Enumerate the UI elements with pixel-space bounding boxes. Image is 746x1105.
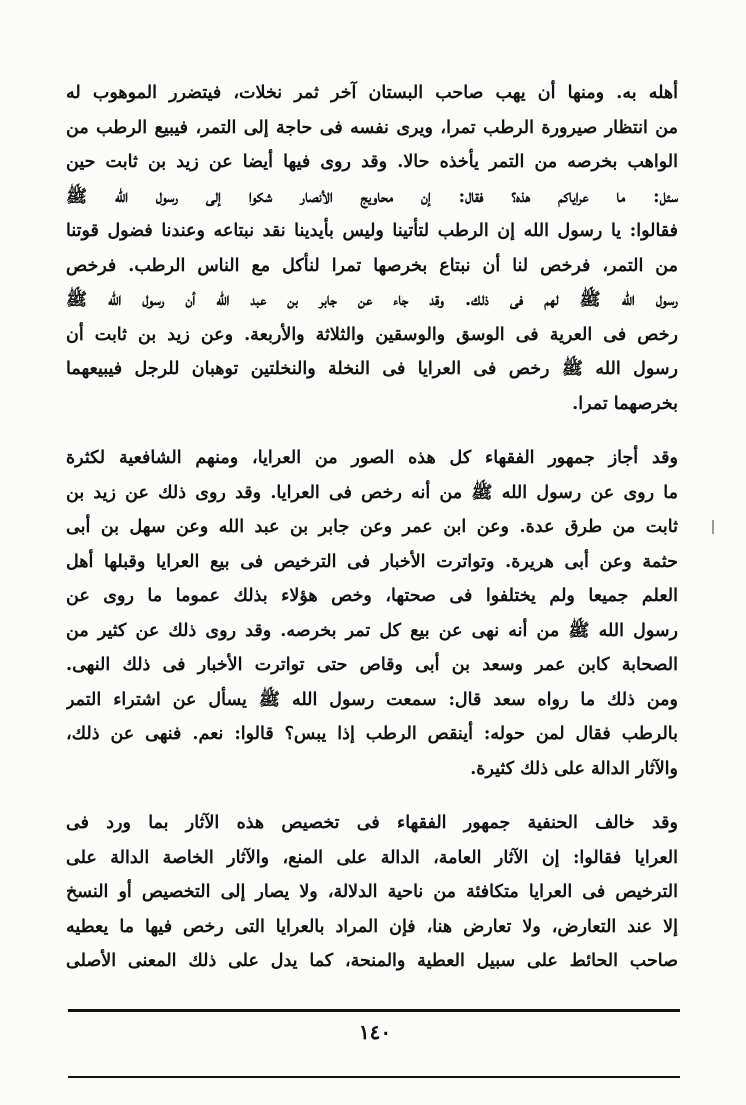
page-body [66,76,678,979]
text-line: أهله به. ومنها أن يهب صاحب البستان آخر ثمر نخلات، فيتضرر الموهوب له [66,83,678,103]
paragraph-2 [66,441,678,786]
footer-rule-bottom [68,1076,680,1078]
text-line: والآثار الدالة على ذلك كثيرة. [470,758,678,779]
text-line: ومن ذلك ما رواه سعد قال: سمعت رسول الله ﷺ يسأل عن اشتراء التمر [66,689,678,710]
text-line: ثابت من طرق عدة. وعن ابن عمر وعن جابر بن عبد الله وعن سهل بن أبى [66,517,678,537]
text-line: رسول الله ﷺ من أنه نهى عن بيع كل تمر بخرصه. وقد روى ذلك عن كثير من [66,620,678,641]
text-line: الصحابة كابن عمر وسعد بن أبى وقاص حتى تواترت الأخبار فى ذلك النهى. [66,655,678,675]
text-line: وقد أجاز جمهور الفقهاء كل هذه الصور من العرايا، ومنهم الشافعية لكثرة [66,448,678,468]
text-line: من التمر، فرخص لنا أن نبتاع بخرصها تمرا لنأكل مع الناس الرطب. فرخص [66,255,678,276]
text-line: إلا عند التعارض، ولا تعارض هنا، فإن المراد بالعرايا التى رخص فيها ما يعطيه [66,916,678,937]
text-line: وقد خالف الحنفية جمهور الفقهاء فى تخصيص هذه الآثار بما ورد فى [66,813,678,833]
text-line: رخص فى العرية فى الوسق والوسقين والثلاثة والأربعة. وعن زيد بن ثابت أن [66,324,678,345]
text-line: الواهب بخرصه من التمر يأخذه حالا. وقد روى فيها أيضا عن زيد بن ثابت حين [66,152,678,172]
text-line: فقالوا: يا رسول الله إن الرطب لتأتينا وليس بأيدينا نقد نبتاعه وعندنا فضول قوتنا [66,221,678,241]
text-line: بخرصهما تمرا. [572,393,678,414]
paragraph-3 [66,806,678,979]
text-line: الترخيص فى العرايا متكافئة من ناحية الدلالة، ولا يصار إلى التخصيص أو النسخ [66,882,678,902]
text-line: حثمة وعن أبى هريرة. وتواترت الأخبار فى الترخيص فى بيع العرايا وقبلها أهل [66,551,678,572]
text-line: رسول الله ﷺ رخص فى العرايا فى النخلة والنخلتين توهبان للرجل فيبيعهما [66,359,678,379]
text-line: بالرطب فقال لمن حوله: أينقص الرطب إذا يبس؟ قالوا: نعم. فنهى عن ذلك، [66,724,678,744]
text-line: العرايا فقالوا: إن الآثار العامة، الدالة على المنع، والآثار الخاصة الدالة على [66,847,678,868]
text-line: ما روى عن رسول الله ﷺ من أنه رخص فى العرايا. وقد روى ذلك عن زيد بن [66,482,678,503]
text-line: رسول الله ﷺ لهم فى ذلك. وقد جاء عن جابر بن عبد الله أن رسول الله ﷺ [66,290,678,310]
footer-rule-top [68,1009,680,1012]
paragraph-1 [66,76,678,421]
page-number: ١٤٠ [358,1020,392,1044]
text-line: سئل: ما عراياكم هذه؟ فقال: إن محاويج الأنصار شكوا إلى رسول الله ﷺ [66,186,678,207]
text-line: صاحب الحائط على سبيل العطية والمنحة، كما يدل على ذلك المعنى الأصلى [66,951,678,971]
scan-edge-mark [712,520,714,534]
text-line: العلم جميعا ولم يختلفوا فى صحتها، وخص هؤلاء بذلك عموما ما روى عن [66,586,678,606]
text-line: من انتظار صيرورة الرطب تمرا، ويرى نفسه فى حاجة إلى التمر، فيبيع الرطب من [66,117,678,138]
